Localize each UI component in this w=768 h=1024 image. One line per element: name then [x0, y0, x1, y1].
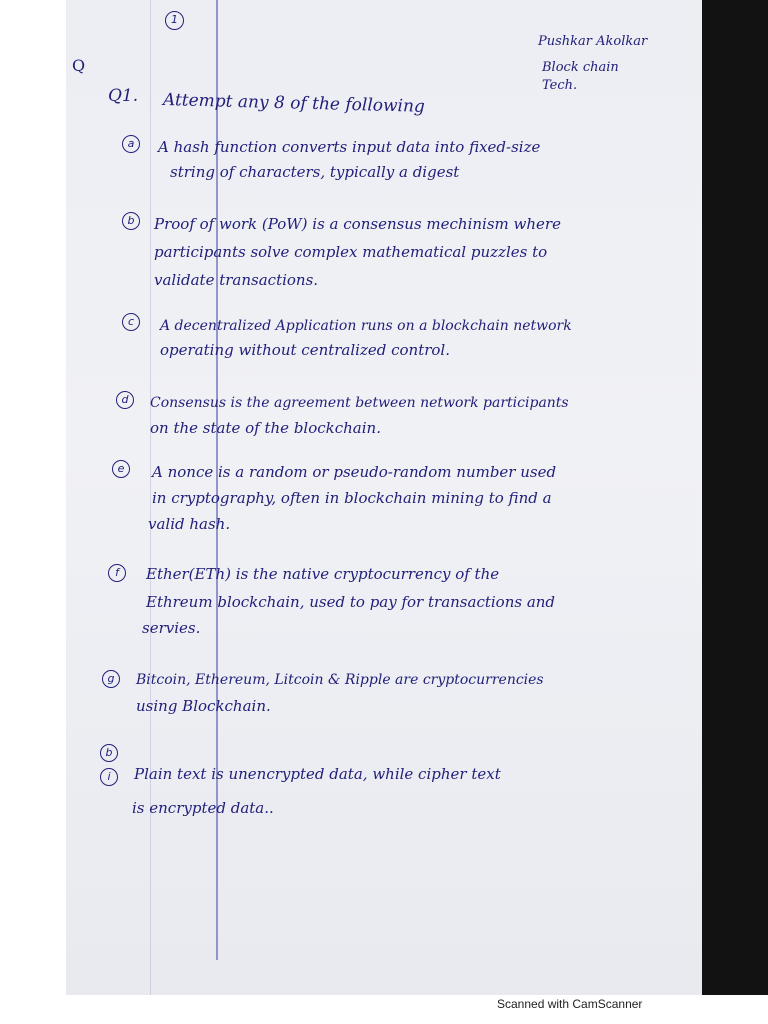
scanner-watermark: Scanned with CamScanner: [497, 997, 643, 1011]
answer-line: valid hash.: [148, 515, 231, 533]
question-label: Q1.: [108, 86, 139, 106]
answer-line: A hash function converts input data into fixed-size: [158, 138, 541, 156]
answer-line: in cryptography, often in blockchain mining to find a: [152, 489, 552, 507]
answer-line: string of characters, typically a digest: [170, 163, 460, 181]
answer-line: validate transactions.: [154, 271, 319, 289]
answer-line: Bitcoin, Ethereum, Litcoin & Ripple are cryptocurrencies: [136, 672, 544, 688]
answer-bullet: g: [102, 670, 120, 688]
answer-bullet: f: [108, 564, 126, 582]
answer-line: servies.: [142, 619, 201, 637]
answer-line: Consensus is the agreement between network participants: [150, 395, 569, 411]
answer-bullet: b: [122, 212, 140, 230]
answer-bullet: d: [116, 391, 134, 409]
answer-line: participants solve complex mathematical puzzles to: [154, 243, 548, 261]
page-number: 1: [165, 11, 184, 30]
sub-bullet: i: [100, 768, 118, 786]
answer-bullet: a: [122, 135, 140, 153]
subject-line-2: Tech.: [542, 78, 578, 93]
author-name: Pushkar Akolkar: [538, 34, 648, 49]
answer-line: Proof of work (PoW) is a consensus mechinism where: [154, 215, 561, 233]
answer-line: operating without centralized control.: [160, 341, 451, 359]
answer-line: using Blockchain.: [136, 697, 271, 715]
page-rule-line: [150, 0, 151, 995]
question-text: Attempt any 8 of the following: [162, 90, 426, 117]
answer-line: Ether(ETh) is the native cryptocurrency of the: [146, 565, 500, 583]
answer-line: A nonce is a random or pseudo-random number used: [152, 463, 557, 481]
section-bullet: b: [100, 744, 118, 762]
answer-bullet: e: [112, 460, 130, 478]
answer-line: Plain text is unencrypted data, while cipher text: [134, 765, 501, 783]
answer-line: A decentralized Application runs on a blockchain network: [160, 318, 572, 334]
answer-line: on the state of the blockchain.: [150, 419, 381, 437]
scan-background-left: [0, 0, 66, 995]
answer-bullet: c: [122, 313, 140, 331]
margin-mark: Q: [72, 56, 86, 75]
subject-line-1: Block chain: [542, 60, 619, 75]
scan-background-right: [702, 0, 768, 995]
answer-line: Ethreum blockchain, used to pay for transactions and: [146, 593, 556, 611]
answer-line: is encrypted data..: [132, 799, 274, 817]
notebook-page: [66, 0, 702, 995]
